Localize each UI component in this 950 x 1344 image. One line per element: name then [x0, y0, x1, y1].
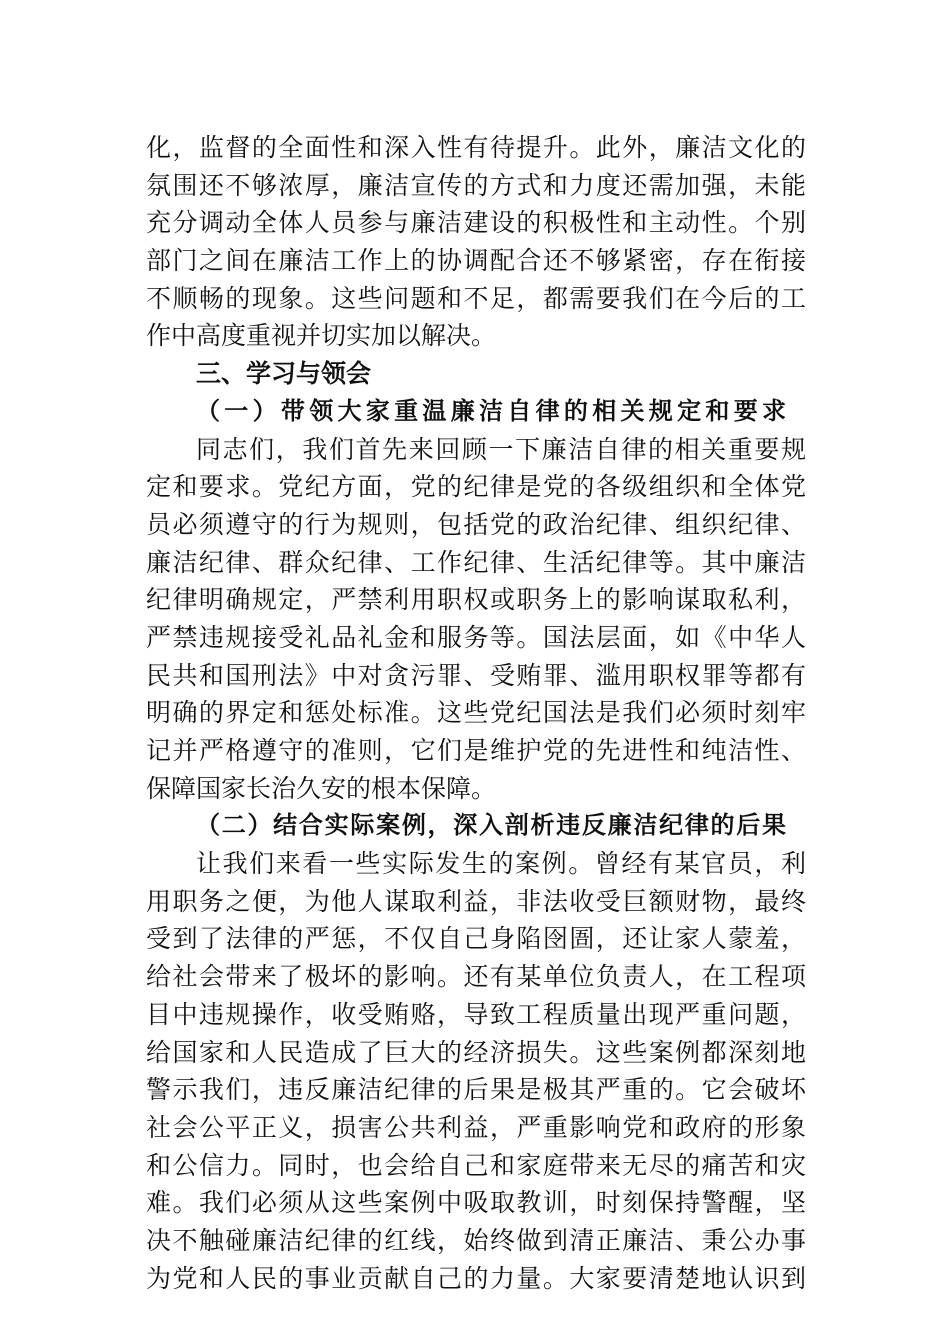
text-line: 纪律明确规定，严禁利用职权或职务上的影响谋取私利， — [146, 585, 806, 615]
section-heading: 三、学习与领会 — [196, 359, 372, 389]
text-line: 作中高度重视并切实加以解决。 — [146, 321, 497, 351]
text-line: 明确的界定和惩处标准。这些党纪国法是我们必须时刻牢 — [146, 698, 806, 728]
text-line: 严禁违规接受礼品礼金和服务等。国法层面，如《中华人 — [146, 622, 806, 652]
text-line: 给社会带来了极坏的影响。还有某单位负责人，在工程项 — [146, 962, 806, 992]
subsection-heading-1: （一）带领大家重温廉洁自律的相关规定和要求 — [196, 396, 786, 425]
subsection-2-paragraph — [146, 845, 806, 1297]
text-line: 定和要求。党纪方面，党的纪律是党的各级组织和全体党 — [146, 472, 806, 502]
text-line: 充分调动全体人员参与廉洁建设的积极性和主动性。个别 — [146, 208, 806, 238]
text-line: 员必须遵守的行为规则，包括党的政治纪律、组织纪律、 — [146, 509, 806, 539]
text-line: 同志们，我们首先来回顾一下廉洁自律的相关重要规 — [196, 434, 806, 464]
text-line: 和公信力。同时，也会给自己和家庭带来无尽的痛苦和灾 — [146, 1150, 806, 1180]
text-line: 社会公平正义，损害公共利益，严重影响党和政府的形象 — [146, 1112, 806, 1142]
text-line: 化，监督的全面性和深入性有待提升。此外，廉洁文化的 — [146, 133, 806, 162]
subsection-heading-2: （二）结合实际案例，深入剖析违反廉洁纪律的后果 — [196, 811, 786, 840]
text-line: 受到了法律的严惩，不仅自己身陷囹圄，还让家人蒙羞， — [146, 924, 806, 954]
text-line: 决不触碰廉洁纪律的红线，始终做到清正廉洁、秉公办事 — [146, 1225, 806, 1255]
text-line: 廉洁纪律、群众纪律、工作纪律、生活纪律等。其中廉洁 — [146, 547, 806, 577]
text-line: 不顺畅的现象。这些问题和不足，都需要我们在今后的工 — [146, 283, 806, 313]
text-line: 氛围还不够浓厚，廉洁宣传的方式和力度还需加强，未能 — [146, 170, 806, 200]
intro-paragraph — [146, 129, 806, 355]
text-line: 难。我们必须从这些案例中吸取教训，时刻保持警醒，坚 — [146, 1188, 806, 1218]
text-line: 目中违规操作，收受贿赂，导致工程质量出现严重问题， — [146, 999, 806, 1029]
text-line: 记并严格遵守的准则，它们是维护党的先进性和纯洁性、 — [146, 736, 806, 765]
text-line: 部门之间在廉洁工作上的协调配合还不够紧密，存在衔接 — [146, 246, 806, 276]
text-line: 为党和人民的事业贡献自己的力量。大家要清楚地认识到 — [146, 1263, 806, 1293]
text-line: 警示我们，违反廉洁纪律的后果是极其严重的。它会破坏 — [146, 1075, 806, 1105]
text-line: 保障国家长治久安的根本保障。 — [146, 773, 497, 803]
text-line: 民共和国刑法》中对贪污罪、受贿罪、滥用职权罪等都有 — [146, 660, 806, 690]
text-line: 给国家和人民造成了巨大的经济损失。这些案例都深刻地 — [146, 1037, 806, 1067]
subsection-1-paragraph — [146, 431, 806, 808]
document-page — [146, 129, 806, 1297]
text-line: 让我们来看一些实际发生的案例。曾经有某官员，利 — [196, 849, 806, 879]
text-line: 用职务之便，为他人谋取利益，非法收受巨额财物，最终 — [146, 886, 806, 916]
